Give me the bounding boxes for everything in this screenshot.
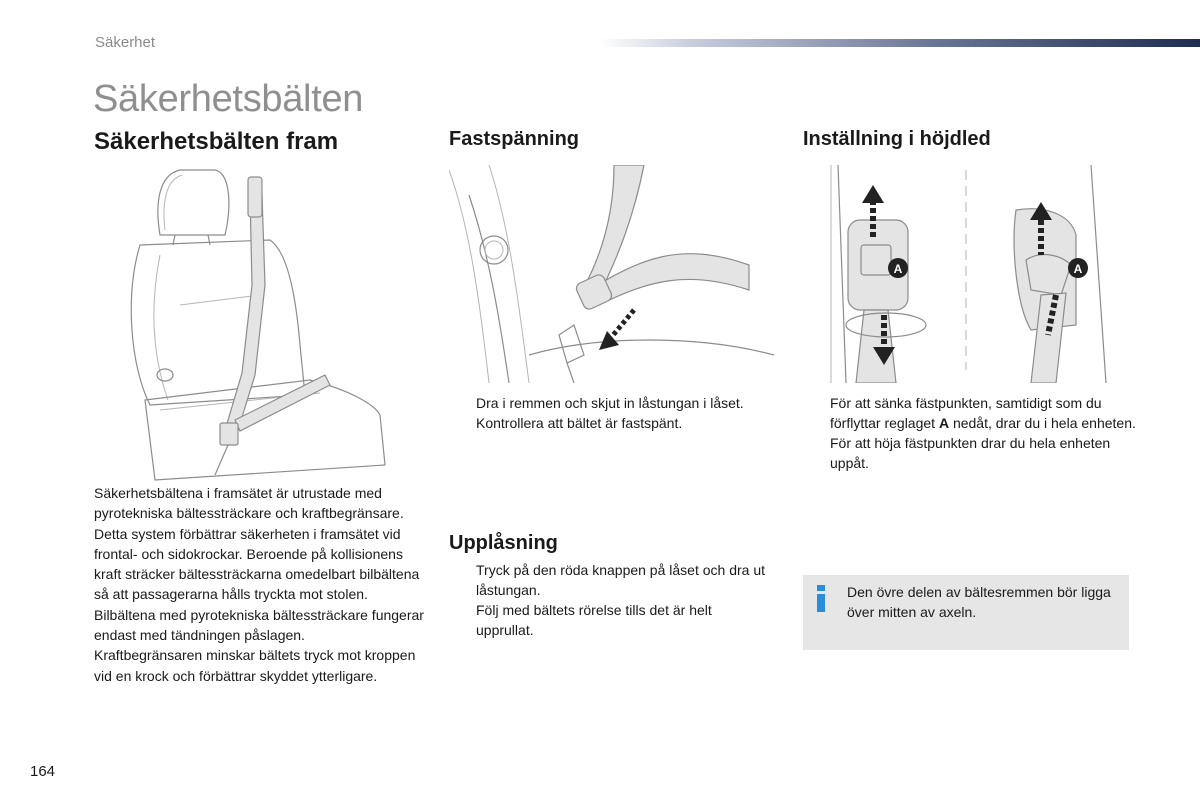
list-item: Dra i remmen och skjut in låstungan i låset.	[476, 395, 744, 411]
list-item: Följ med bältets rörelse tills det är helt upprullat.	[476, 602, 712, 638]
list-item: Kontrollera att bältet är fastspänt.	[476, 415, 683, 431]
height-adjustment-illustration	[826, 165, 1110, 383]
heading-front-seatbelts: Säkerhetsbälten fram	[94, 128, 339, 155]
label-a: A	[893, 262, 903, 276]
buckle-illustration	[449, 165, 774, 383]
paragraph: Säkerhetsbältena i framsätet är utrustade med pyrotekniska bältessträckare och kraftbegränsare.	[94, 485, 404, 522]
info-box	[803, 575, 1129, 650]
label-a: A	[1073, 262, 1083, 276]
list-item: För att höja fästpunkten drar du hela enheten uppåt.	[830, 435, 1111, 471]
paragraph: Bilbältena med pyrotekniska bältessträckare fungerar endast med tändningen påslagen.	[94, 606, 424, 644]
control-a-label: A	[938, 415, 950, 431]
heading-fastening: Fastspänning	[449, 128, 580, 150]
heading-height-adjustment: Inställning i höjdled	[803, 128, 991, 150]
front-seatbelts-text	[94, 483, 424, 686]
info-icon	[816, 585, 826, 611]
seat-illustration	[120, 165, 390, 485]
paragraph: Kraftbegränsaren minskar bältets tryck mot kroppen vid en krock och förbättrar skyddet ytterligare.	[94, 647, 416, 684]
page-title: Säkerhetsbälten	[93, 78, 364, 120]
heading-unfastening: Upplåsning	[449, 532, 558, 554]
page-number: 164	[30, 763, 56, 780]
paragraph: Detta system förbättrar säkerheten i framsätet vid frontal- och sidokrockar. Beroende på kollisionens kraft sträcker bältessträckarna omedelbart bilbältena så att passagerarna hålls tryckta mot stolen.	[94, 525, 420, 603]
section-label: Säkerhet	[95, 34, 156, 51]
info-text: Den övre delen av bältesremmen bör ligga över mitten av axeln.	[847, 584, 1111, 620]
height-adjustment-steps	[803, 393, 1138, 473]
list-item: Tryck på den röda knappen på låset och dra ut låstungan.	[476, 562, 765, 598]
header-gradient-bar	[600, 39, 1200, 47]
unfastening-steps	[449, 560, 769, 640]
fastening-steps	[449, 393, 779, 433]
list-item: För att sänka fästpunkten, samtidigt som du förflyttar reglaget A nedåt, drar du i hela enheten.	[830, 395, 1136, 431]
